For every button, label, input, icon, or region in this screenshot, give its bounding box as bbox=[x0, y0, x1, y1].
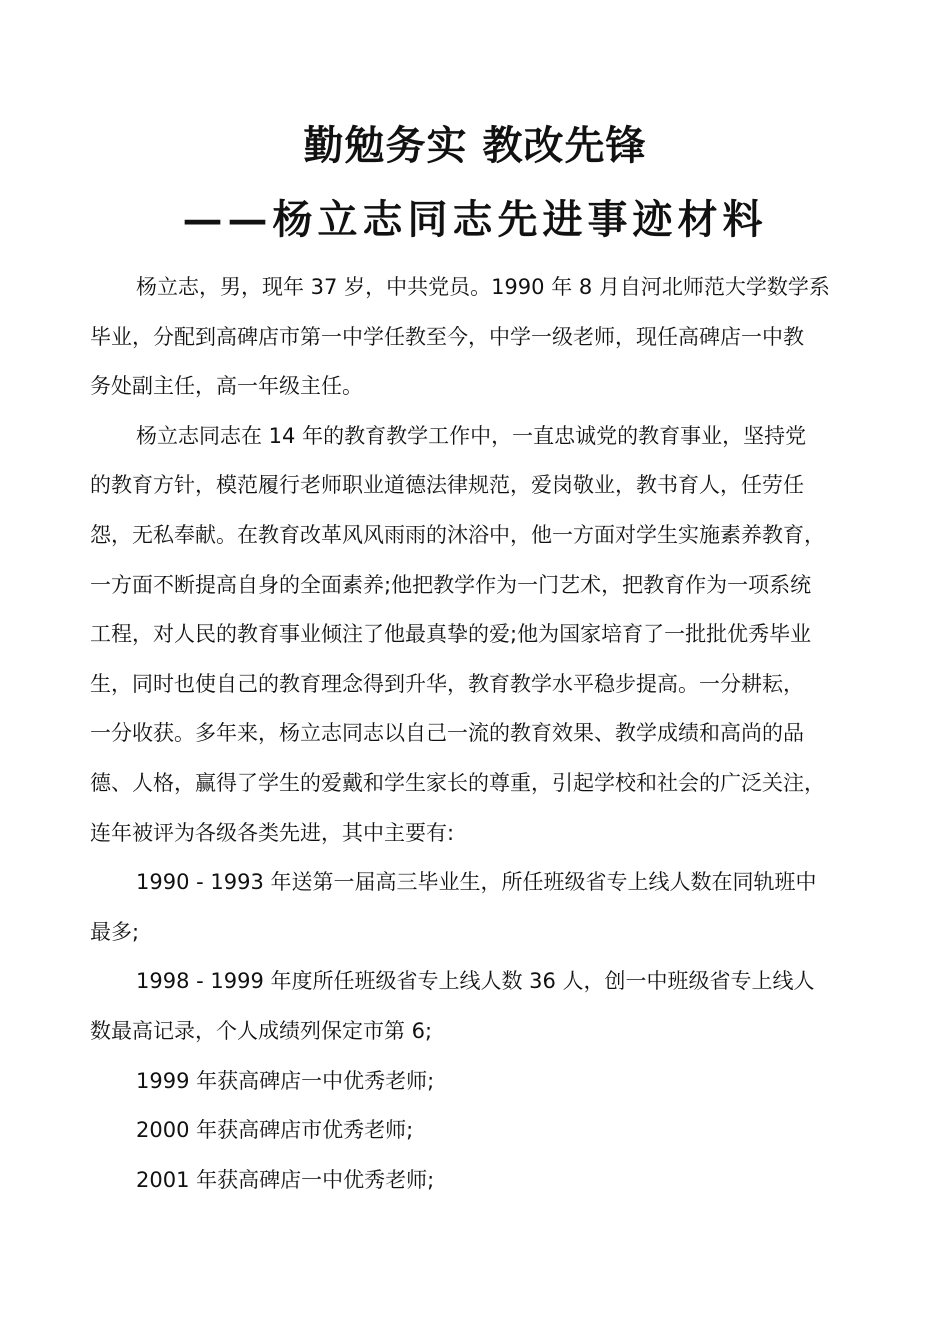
text-line: 生，同时也使自己的教育理念得到升华，教育教学水平稳步提高。一分耕耘， bbox=[90, 671, 804, 696]
award-item-2000 bbox=[90, 1106, 860, 1156]
text-line: 2000 年获高碑店市优秀老师; bbox=[136, 1118, 414, 1143]
text-line: 工程，对人民的教育事业倾注了他最真挚的爱;他为国家培育了一批批优秀毕业 bbox=[90, 622, 812, 647]
award-item-2001 bbox=[90, 1156, 860, 1206]
document-body bbox=[90, 263, 860, 1205]
document-subtitle: ——杨立志同志先进事迹材料 bbox=[182, 196, 768, 243]
text-line: 2001 年获高碑店一中优秀老师; bbox=[136, 1167, 435, 1192]
text-line: 怨，无私奉献。在教育改革风风雨雨的沐浴中，他一方面对学生实施素养教育， bbox=[90, 522, 825, 547]
text-line: 1990 - 1993 年送第一届高三毕业生，所任班级省专上线人数在同轨班中 bbox=[136, 870, 817, 895]
document-title: 勤勉务实 教改先锋 bbox=[303, 123, 647, 169]
text-line: 一分收获。多年来，杨立志同志以自己一流的教育效果、教学成绩和高尚的品 bbox=[90, 721, 804, 746]
paragraph-biography bbox=[90, 263, 860, 412]
text-line: 1998 - 1999 年度所任班级省专上线人数 36 人，创一中班级省专上线人 bbox=[136, 969, 815, 994]
text-line: 杨立志同志在 14 年的教育教学工作中，一直忠诚党的教育事业，坚持党 bbox=[136, 423, 807, 448]
paragraph-achievements bbox=[90, 412, 860, 858]
text-line: 一方面不断提高自身的全面素养;他把教学作为一门艺术，把教育作为一项系统 bbox=[90, 572, 812, 597]
text-line: 杨立志，男，现年 37 岁，中共党员。1990 年 8 月自河北师范大学数学系 bbox=[136, 275, 830, 299]
award-item-1999 bbox=[90, 1057, 860, 1107]
award-item-1998-1999 bbox=[90, 957, 860, 1056]
text-line: 的教育方针，模范履行老师职业道德法律规范，爱岗敬业，教书育人，任劳任 bbox=[90, 473, 804, 498]
text-line: 务处副主任，高一年级主任。 bbox=[90, 374, 363, 399]
award-item-1990-1993 bbox=[90, 858, 860, 957]
text-line: 最多; bbox=[90, 919, 140, 944]
text-line: 毕业，分配到高碑店市第一中学任教至今，中学一级老师，现任高碑店一中教 bbox=[90, 324, 804, 349]
text-line: 德、人格，赢得了学生的爱戴和学生家长的尊重，引起学校和社会的广泛关注， bbox=[90, 770, 825, 795]
text-line: 数最高记录，个人成绩列保定市第 6; bbox=[90, 1018, 433, 1043]
text-line: 1999 年获高碑店一中优秀老师; bbox=[136, 1068, 435, 1093]
text-line: 连年被评为各级各类先进，其中主要有: bbox=[90, 820, 455, 845]
